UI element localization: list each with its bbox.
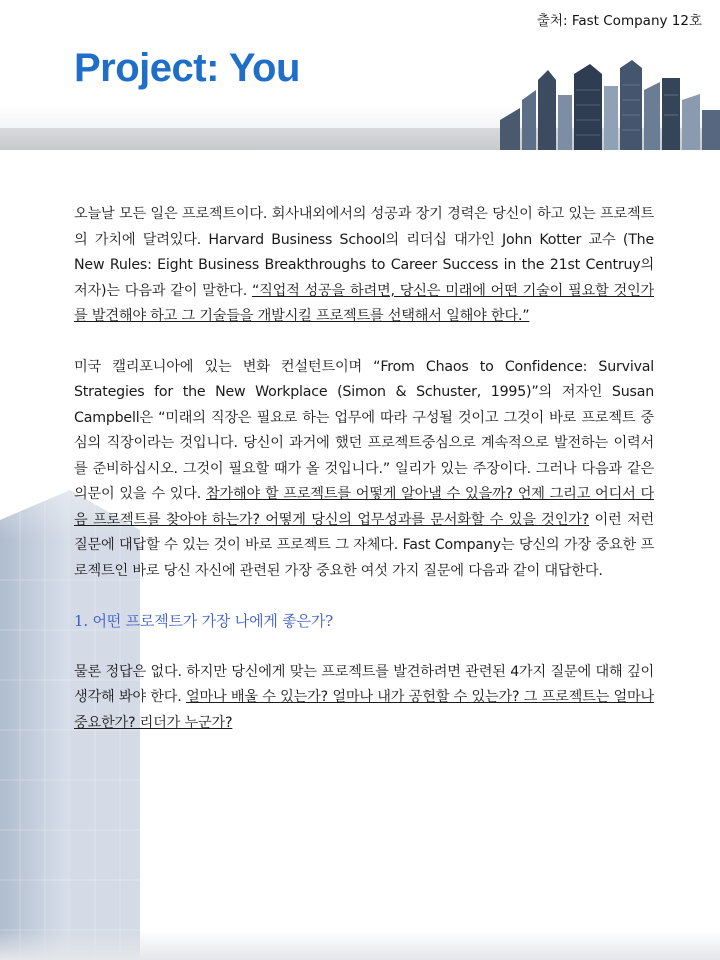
footer-band bbox=[0, 930, 720, 960]
page-title: Project: You bbox=[74, 46, 300, 90]
answer-questions-underlined: 얼마나 배울 수 있는가? 얼마나 내가 공헌할 수 있는가? 그 프로젝트는 얼마나 중요한가? 리더가 누군가? bbox=[74, 689, 654, 731]
article-body bbox=[74, 202, 654, 761]
questions-underlined: 참가해야 할 프로젝트를 어떻게 알아낼 수 있을까? 언제 그리고 어디서 다음 프로젝트를 찾아야 하는가? 어떻게 당신의 업무성과를 문서화할 수 있을 것인가? bbox=[74, 486, 654, 528]
paragraph-answer bbox=[74, 660, 654, 737]
kotter-quote: “직업적 성공을 하려면, 당신은 미래에 어떤 기술이 필요할 것인가를 발견해야 하고 그 기술들을 개발시킬 프로젝트를 선택해서 일해야 한다.” bbox=[74, 282, 654, 324]
paragraph-campbell bbox=[74, 355, 654, 585]
city-skyline-image bbox=[490, 60, 720, 150]
campbell-text-end: 이런 저런 질문에 대답할 수 있는 것이 바로 프로젝트 그 자체다. Fast Company는 당신의 가장 중요한 프로젝트인 바로 당신 자신에 관련된 가장 중요한 여섯 가지 질문에 다음과 같이 대답한다. bbox=[74, 511, 655, 579]
header-banner bbox=[0, 0, 720, 150]
campbell-text: 미국 캘리포니아에 있는 변화 컨설턴트이며 “From Chaos to Confidence: Survival Strategies for the New Workplace (Simon & Schuster, 1995)”의 저자인 Susan Campbell은 “미래의 직장은 필요로 하는 업무에 따라 구성될 것이고 그것이 바로 프로젝트 중심의 직장이라는 것입니다. 당신이 과거에 했던 프로젝트중심으로 계속적으로 발전하는 이력서를 준비하십시오. 그것이 필요할 때가 올 것입니다.” 일리가 있는 주장이다. 그러나 다음과 같은 의문이 있을 수 있다. bbox=[74, 358, 654, 502]
source-citation: 출처: Fast Company 12호 bbox=[536, 13, 702, 29]
answer-text: 물론 정답은 없다. 하지만 당신에게 맞는 프로젝트를 발견하려면 관련된 4가지 질문에 대해 깊이 생각해 봐야 한다. bbox=[74, 663, 654, 705]
paragraph-intro bbox=[74, 202, 654, 330]
intro-text: 오늘날 모든 일은 프로젝트이다. 회사내외에서의 성공과 장기 경력은 당신이 하고 있는 프로젝트의 가치에 달려있다. Harvard Business School의 리더십 대가인 John Kotter 교수 (The New Rules: Eight Business Breakthroughs to Career Success in the 21st Centruy의 저자)는 다음과 같이 말한다. bbox=[74, 206, 654, 299]
section-heading-1: 1. 어떤 프로젝트가 가장 나에게 좋은가? bbox=[74, 612, 333, 630]
